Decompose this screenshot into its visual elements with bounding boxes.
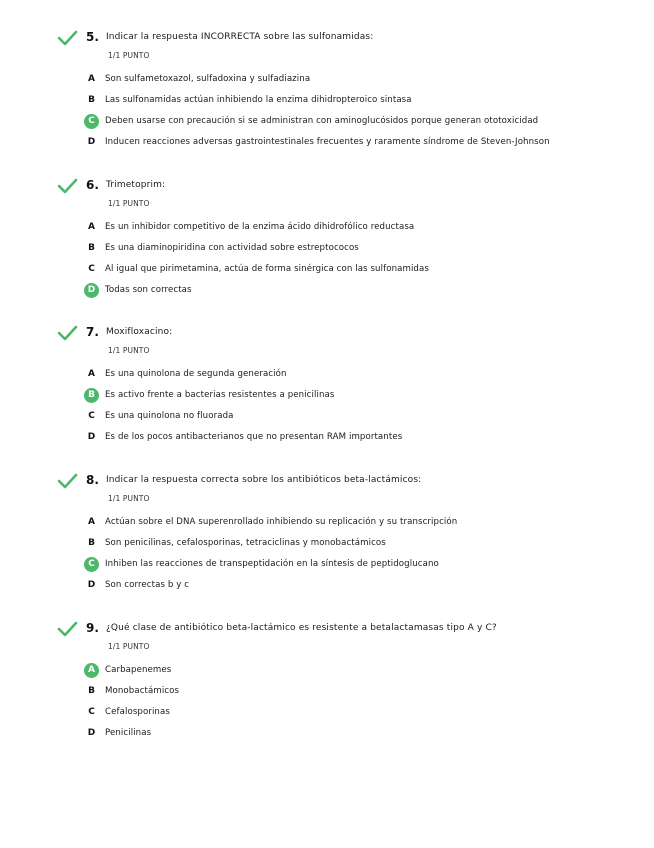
option-letter-badge-correct: C xyxy=(84,114,99,129)
option-text: Todas son correctas xyxy=(105,285,192,295)
question-number: 5. xyxy=(86,30,99,44)
option-text: Son correctas b y c xyxy=(105,580,190,590)
answer-option[interactable] xyxy=(84,241,644,257)
question-number: 8. xyxy=(86,473,99,487)
answer-option[interactable] xyxy=(84,262,644,278)
answer-option[interactable] xyxy=(84,430,644,446)
option-letter-badge-correct: B xyxy=(84,388,99,403)
option-text: Carbapenemes xyxy=(105,665,172,675)
option-letter-badge: A xyxy=(88,222,95,232)
option-text: Es un inhibidor competitivo de la enzima ácido dihidrofólico reductasa xyxy=(105,222,415,232)
question-points: 1/1 PUNTO xyxy=(108,346,150,355)
option-text: Es una quinolona de segunda generación xyxy=(105,369,287,379)
option-text: Son penicilinas, cefalosporinas, tetraciclinas y monobactámicos xyxy=(105,538,386,548)
option-letter-badge: C xyxy=(88,411,95,421)
question-number: 6. xyxy=(86,178,99,192)
answer-option[interactable] xyxy=(84,684,644,700)
option-text: Es una quinolona no fluorada xyxy=(105,411,234,421)
option-letter-badge: B xyxy=(88,686,95,696)
question-text: Trimetoprim: xyxy=(106,180,166,190)
answer-option[interactable] xyxy=(84,367,644,383)
question-points: 1/1 PUNTO xyxy=(108,199,150,208)
question-points: 1/1 PUNTO xyxy=(108,51,150,60)
option-letter-badge: A xyxy=(88,369,95,379)
answer-option[interactable] xyxy=(84,220,644,236)
option-letter-badge: B xyxy=(88,243,95,253)
option-text: Es de los pocos antibacterianos que no presentan RAM importantes xyxy=(105,432,403,442)
answer-option[interactable] xyxy=(84,578,644,594)
answer-option[interactable] xyxy=(84,557,644,573)
option-text: Actúan sobre el DNA superenrollado inhibiendo su replicación y su transcripción xyxy=(105,517,458,527)
option-text: Es activo frente a bacterias resistentes a penicilinas xyxy=(105,390,335,400)
answer-option[interactable] xyxy=(84,515,644,531)
answer-option[interactable] xyxy=(84,388,644,404)
option-letter-badge: D xyxy=(87,432,96,442)
question-number: 9. xyxy=(86,621,99,635)
question-text: ¿Qué clase de antibiótico beta-lactámico es resistente a betalactamasas tipo A y C? xyxy=(106,623,497,633)
option-letter-badge: A xyxy=(88,517,95,527)
option-letter-badge-correct: C xyxy=(84,557,99,572)
answer-option[interactable] xyxy=(84,663,644,679)
option-text: Las sulfonamidas actúan inhibiendo la enzima dihidropteroico sintasa xyxy=(105,95,412,105)
option-letter-badge: D xyxy=(87,728,96,738)
answer-option[interactable] xyxy=(84,72,644,88)
question-text: Indicar la respuesta INCORRECTA sobre las sulfonamidas: xyxy=(106,32,374,42)
option-letter-badge-correct: D xyxy=(84,283,99,298)
option-text: Monobactámicos xyxy=(105,686,180,696)
answer-option[interactable] xyxy=(84,114,644,130)
option-text: Son sulfametoxazol, sulfadoxina y sulfadiazina xyxy=(105,74,311,84)
option-text: Penicilinas xyxy=(105,728,152,738)
answer-option[interactable] xyxy=(84,283,644,299)
option-text: Cefalosporinas xyxy=(105,707,170,717)
option-letter-badge: B xyxy=(88,95,95,105)
option-letter-badge-correct: A xyxy=(84,663,99,678)
answer-option[interactable] xyxy=(84,409,644,425)
question-text: Indicar la respuesta correcta sobre los antibióticos beta-lactámicos: xyxy=(106,475,422,485)
option-text: Inhiben las reacciones de transpeptidación en la síntesis de peptidoglucano xyxy=(105,559,439,569)
option-letter-badge: B xyxy=(88,538,95,548)
answer-option[interactable] xyxy=(84,726,644,742)
question-points: 1/1 PUNTO xyxy=(108,494,150,503)
option-text: Inducen reacciones adversas gastrointestinales frecuentes y raramente síndrome de Steven-Johnson xyxy=(105,137,550,147)
answer-option[interactable] xyxy=(84,93,644,109)
checkmark-icon xyxy=(56,177,78,195)
question-points: 1/1 PUNTO xyxy=(108,642,150,651)
option-letter-badge: A xyxy=(88,74,95,84)
answer-option[interactable] xyxy=(84,705,644,721)
option-text: Es una diaminopiridina con actividad sobre estreptococos xyxy=(105,243,359,253)
option-letter-badge: D xyxy=(87,580,96,590)
answer-option[interactable] xyxy=(84,536,644,552)
option-letter-badge: C xyxy=(88,264,95,274)
checkmark-icon xyxy=(56,620,78,638)
answer-option[interactable] xyxy=(84,135,644,151)
question-text: Moxifloxacino: xyxy=(106,327,173,337)
checkmark-icon xyxy=(56,29,78,47)
checkmark-icon xyxy=(56,324,78,342)
option-letter-badge: C xyxy=(88,707,95,717)
checkmark-icon xyxy=(56,472,78,490)
option-letter-badge: D xyxy=(87,137,96,147)
question-number: 7. xyxy=(86,325,99,339)
option-text: Deben usarse con precaución si se administran con aminoglucósidos porque generan ototoxicidad xyxy=(105,116,539,126)
option-text: Al igual que pirimetamina, actúa de forma sinérgica con las sulfonamidas xyxy=(105,264,429,274)
